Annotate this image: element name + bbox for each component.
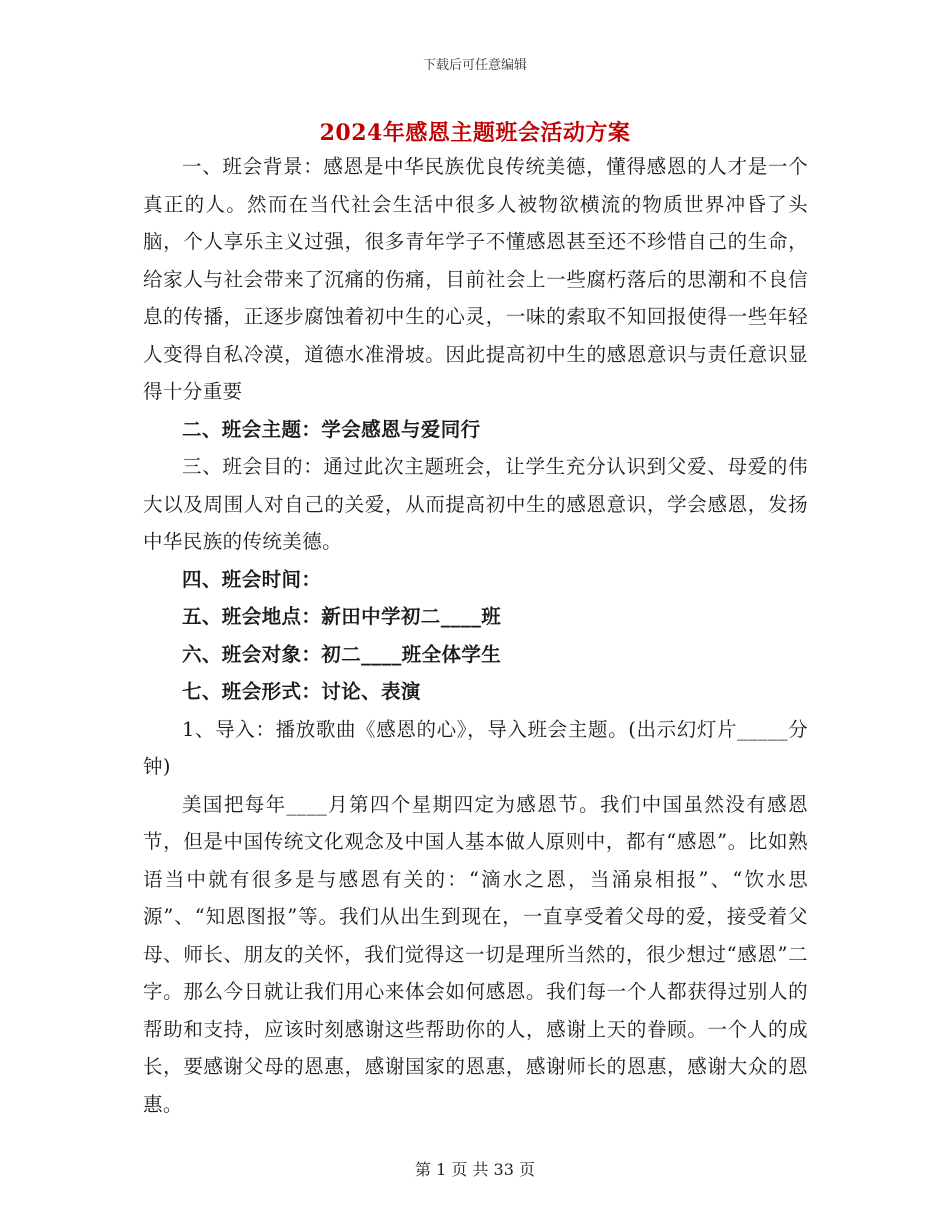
document-body xyxy=(143,148,808,1123)
paragraph-format: 七、班会形式：讨论、表演 xyxy=(182,680,421,703)
paragraph-background: 一、班会背景：感恩是中华民族优良传统美德，懂得感恩的人才是一个真正的人。然而在当代社会生活中很多人被物欲横流的物质世界冲昏了头脑，个人享乐主义过强，很多青年学子不懂感恩甚至还不珍惜自己的生命，给家人与社会带来了沉痛的伤痛，目前社会上一些腐朽落后的思潮和不良信息的传播，正逐步腐蚀着初中生的心灵，一味的索取不知回报使得一些年轻人变得自私冷漠，道德水准滑坡。因此提高初中生的感恩意识与责任意识显得十分重要 xyxy=(143,155,808,403)
paragraph-theme: 二、班会主题：学会感恩与爱同行 xyxy=(182,417,481,441)
paragraph-time: 四、班会时间： xyxy=(182,567,322,591)
paragraph-location: 五、班会地点：新田中学初二____班 xyxy=(182,605,502,628)
paragraph-intro: 1、导入：播放歌曲《感恩的心》，导入班会主题。(出示幻灯片_____分钟) xyxy=(143,717,808,778)
paragraph-audience: 六、班会对象：初二____班全体学生 xyxy=(182,642,502,666)
paragraph-purpose: 三、班会目的：通过此次主题班会，让学生充分认识到父爱、母爱的伟大以及周围人对自己的关爱，从而提高初中生的感恩意识，学会感恩，发扬中华民族的传统美德。 xyxy=(143,455,808,553)
page-number: 第 1 页 共 33 页 xyxy=(415,1160,535,1179)
document-title: 2024年感恩主题班会活动方案 xyxy=(319,120,631,146)
paragraph-thanksgiving: 美国把每年____月第四个星期四定为感恩节。我们中国虽然没有感恩节，但是中国传统文化观念及中国人基本做人原则中，都有“感恩”。比如熟语当中就有很多是与感恩有关的：“滴水之恩，当涌泉相报”、“饮水思源”、“知恩图报”等。我们从出生到现在，一直享受着父母的爱，接受着父母、师长、朋友的关怀，我们觉得这一切是理所当然的，很少想过“感恩”二字。那么今日就让我们用心来体会如何感恩。我们每一个人都获得过别人的帮助和支持，应该时刻感谢这些帮助你的人，感谢上天的眷顾。一个人的成长，要感谢父母的恩惠，感谢国家的恩惠，感谢师长的恩惠，感谢大众的恩惠。 xyxy=(143,792,808,1116)
header-note: 下载后可任意编辑 xyxy=(422,58,527,73)
